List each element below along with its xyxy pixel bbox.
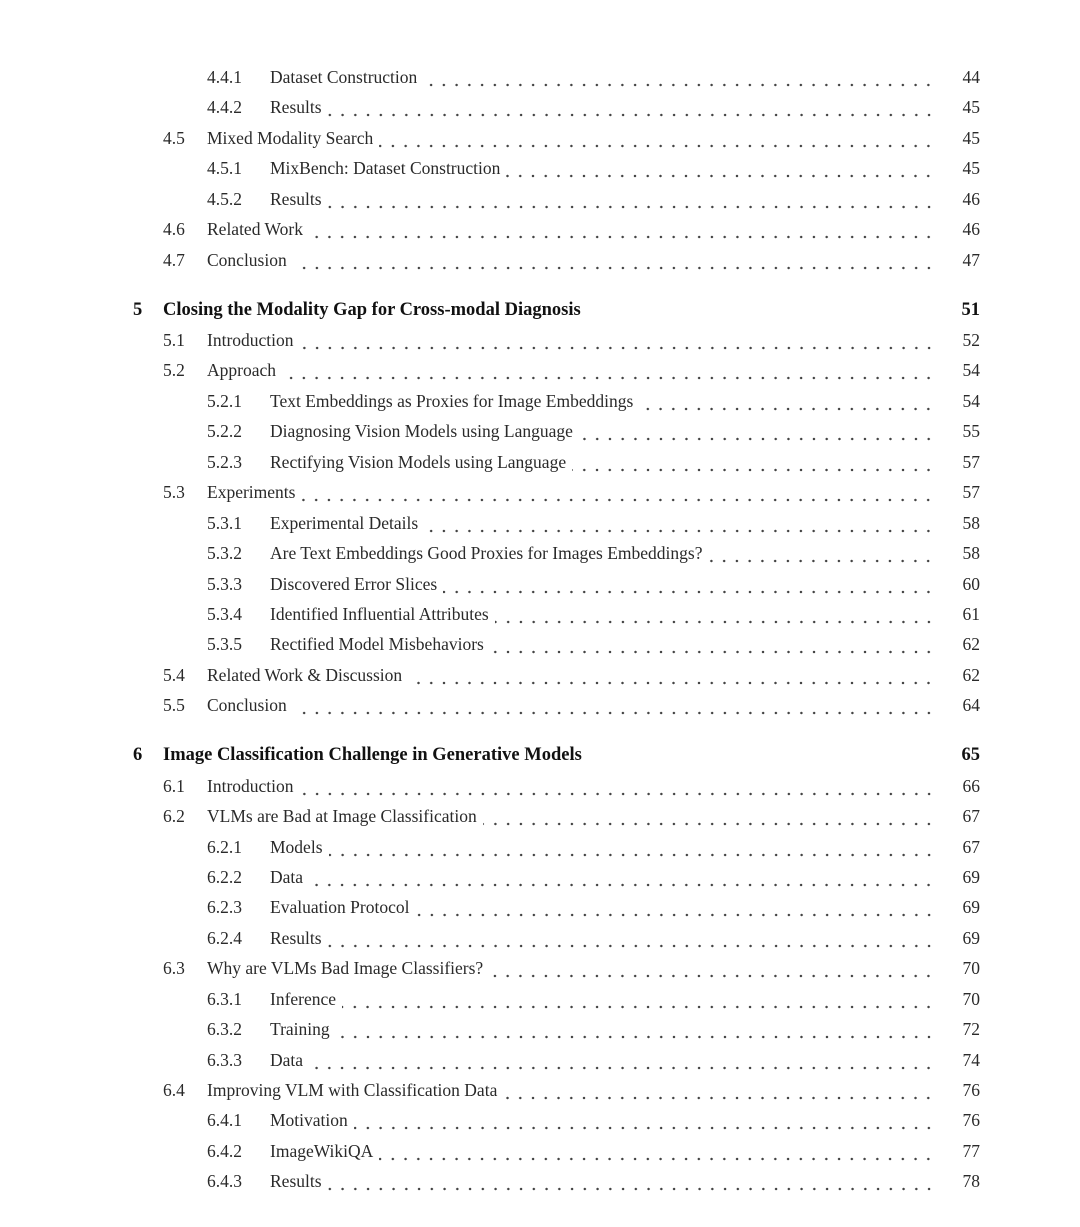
entry-number: 4.5.1 [207,158,242,179]
dot-leader [309,862,935,892]
entry-number: 6.4 [163,1080,185,1100]
dot-leader [443,569,935,599]
entry-number: 6.4.2 [207,1140,242,1161]
entry-title: Diagnosing Vision Models using Language [270,416,579,446]
entry-page-number: 45 [962,97,980,118]
toc-section-entry[interactable] [0,771,1080,801]
dot-leader [309,1045,935,1075]
toc-subsection-entry[interactable] [0,1014,1080,1044]
entry-page-number: 76 [962,1110,980,1131]
entry-page-number: 58 [962,543,980,564]
toc-subsection-entry[interactable] [0,386,1080,416]
entry-page-number: 46 [962,219,980,240]
entry-number: 6.3.3 [207,1049,242,1070]
dot-leader [293,245,935,275]
entry-title: Conclusion [207,245,293,275]
toc-subsection-entry[interactable] [0,1105,1080,1135]
dot-leader [336,1014,935,1044]
entry-title: Data [270,862,309,892]
entry-number: 6.2 [163,806,185,827]
toc-subsection-entry[interactable] [0,862,1080,892]
entry-number: 5.3.5 [207,634,242,655]
dot-leader [423,62,935,92]
entry-number: 6.1 [163,775,185,796]
toc-subsection-entry[interactable] [0,569,1080,599]
entry-number: 6.2.3 [207,897,242,918]
entry-title: Experiments [207,477,301,507]
toc-section-entry[interactable] [0,801,1080,831]
entry-title: Text Embeddings as Proxies for Image Embeddings [270,386,639,416]
entry-number: 4.4.2 [207,97,242,118]
toc-subsection-entry[interactable] [0,892,1080,922]
dot-leader [328,184,935,214]
entry-page-number: 58 [962,512,980,533]
dot-leader [483,801,935,831]
entry-number: 6.3 [163,958,185,979]
dot-leader [282,355,935,385]
toc-subsection-entry[interactable] [0,832,1080,862]
toc-section-entry[interactable] [0,690,1080,720]
entry-page-number: 69 [962,866,980,887]
entry-page-number: 57 [962,451,980,472]
entry-page-number: 47 [962,249,980,270]
toc-section-entry[interactable] [0,1075,1080,1105]
dot-leader [708,538,935,568]
entry-page-number: 45 [962,158,980,179]
entry-number: 5.2.1 [207,390,242,411]
entry-number: 4.5.2 [207,188,242,209]
entry-page-number: 60 [962,573,980,594]
entry-title: Dataset Construction [270,62,423,92]
entry-title: Introduction [207,771,300,801]
entry-number: 4.5 [163,127,185,148]
entry-number: 5.3 [163,482,185,503]
entry-title: Closing the Modality Gap for Cross-modal Diagnosis [163,295,587,325]
entry-title: Experimental Details [270,508,424,538]
entry-number: 5 [133,299,143,320]
dot-leader [342,984,935,1014]
dot-leader [572,447,935,477]
entry-page-number: 65 [961,745,980,766]
entry-page-number: 54 [962,390,980,411]
entry-number: 6.4.3 [207,1171,242,1192]
dot-leader [328,923,935,953]
entry-page-number: 62 [962,664,980,685]
entry-title: Why are VLMs Bad Image Classifiers? [207,953,489,983]
entry-page-number: 72 [962,1019,980,1040]
entry-number: 5.3.4 [207,603,242,624]
entry-title: Evaluation Protocol [270,892,416,922]
entry-title: Related Work [207,214,309,244]
entry-page-number: 44 [962,67,980,87]
toc-subsection-entry[interactable] [0,447,1080,477]
entry-title: Results [270,184,328,214]
entry-number: 5.2 [163,360,185,381]
entry-number: 5.2.3 [207,451,242,472]
entry-number: 6.2.2 [207,866,242,887]
entry-number: 5.4 [163,664,185,685]
entry-title: Are Text Embeddings Good Proxies for Images Embeddings? [270,538,708,568]
entry-title: Inference [270,984,342,1014]
entry-title: Improving VLM with Classification Data [207,1075,503,1105]
dot-leader [506,153,935,183]
entry-title: ImageWikiQA [270,1136,379,1166]
toc-subsection-entry[interactable] [0,629,1080,659]
entry-page-number: 62 [962,634,980,655]
dot-leader [293,690,935,720]
toc-section-entry[interactable] [0,660,1080,690]
entry-title: Results [270,92,328,122]
entry-page-number: 67 [962,806,980,827]
toc-subsection-entry[interactable] [0,416,1080,446]
toc-subsection-entry[interactable] [0,599,1080,629]
dot-leader [639,386,935,416]
entry-page-number: 64 [962,695,980,716]
toc-section-entry[interactable] [0,953,1080,983]
entry-title: VLMs are Bad at Image Classification [207,801,483,831]
dot-leader [416,892,936,922]
toc-section-entry[interactable] [0,325,1080,355]
entry-page-number: 74 [962,1049,980,1070]
entry-number: 6.2.4 [207,927,242,948]
dot-leader [424,508,935,538]
toc-subsection-entry[interactable] [0,538,1080,568]
dot-leader [329,832,936,862]
entry-page-number: 70 [962,958,980,979]
toc-section-entry[interactable] [0,245,1080,275]
entry-title: Rectifying Vision Models using Language [270,447,572,477]
toc-subsection-entry[interactable] [0,1136,1080,1166]
entry-page-number: 69 [962,927,980,948]
entry-number: 5.3.1 [207,512,242,533]
entry-title: MixBench: Dataset Construction [270,153,506,183]
entry-number: 5.2.2 [207,421,242,442]
entry-title: Models [270,832,329,862]
entry-title: Results [270,1166,328,1196]
toc-subsection-entry[interactable] [0,508,1080,538]
dot-leader [328,1166,935,1196]
entry-number: 6.4.1 [207,1110,242,1131]
dot-leader [495,599,935,629]
dot-leader [300,325,935,355]
entry-page-number: 61 [962,603,980,624]
toc-subsection-entry[interactable] [0,153,1080,183]
dot-leader [489,953,935,983]
toc-subsection-entry[interactable] [0,1045,1080,1075]
entry-title: Results [270,923,328,953]
entry-number: 5.1 [163,330,185,350]
toc-section-entry[interactable] [0,214,1080,244]
entry-number: 5.5 [163,695,185,716]
entry-page-number: 55 [962,421,980,442]
entry-page-number: 76 [962,1080,980,1100]
dot-leader [328,92,935,122]
dot-leader [379,1136,935,1166]
entry-page-number: 52 [962,330,980,350]
entry-page-number: 66 [962,775,980,796]
entry-title: Data [270,1045,309,1075]
entry-number: 6 [133,745,143,766]
entry-page-number: 46 [962,188,980,209]
dot-leader [354,1105,935,1135]
toc-subsection-entry[interactable] [0,923,1080,953]
toc-subsection-entry[interactable] [0,184,1080,214]
dot-leader [579,416,935,446]
entry-title: Approach [207,355,282,385]
entry-title: Related Work & Discussion [207,660,408,690]
entry-page-number: 51 [961,299,980,320]
entry-number: 6.2.1 [207,836,242,857]
toc-chapter-entry[interactable] [0,740,1080,770]
entry-number: 5.3.2 [207,543,242,564]
entry-title: Discovered Error Slices [270,569,443,599]
entry-title: Training [270,1014,336,1044]
toc-subsection-entry[interactable] [0,92,1080,122]
entry-title: Introduction [207,325,300,355]
entry-page-number: 67 [962,836,980,857]
entry-number: 4.7 [163,249,185,270]
entry-number: 4.6 [163,219,185,240]
entry-title: Motivation [270,1105,354,1135]
toc-subsection-entry[interactable] [0,62,1080,92]
dot-leader [309,214,935,244]
toc-section-entry[interactable] [0,123,1080,153]
toc-subsection-entry[interactable] [0,984,1080,1014]
dot-leader [301,477,935,507]
entry-page-number: 78 [962,1171,980,1192]
entry-number: 6.3.2 [207,1019,242,1040]
entry-title: Rectified Model Misbehaviors [270,629,490,659]
toc-subsection-entry[interactable] [0,1166,1080,1196]
entry-page-number: 45 [962,127,980,148]
table-of-contents [0,62,1080,1197]
dot-leader [300,771,935,801]
dot-leader [503,1075,935,1105]
entry-title: Conclusion [207,690,293,720]
entry-page-number: 57 [962,482,980,503]
dot-leader [379,123,935,153]
entry-title: Identified Influential Attributes [270,599,495,629]
entry-number: 6.3.1 [207,988,242,1009]
entry-number: 4.4.1 [207,67,242,87]
entry-number: 5.3.3 [207,573,242,594]
entry-page-number: 77 [962,1140,980,1161]
toc-section-entry[interactable] [0,477,1080,507]
entry-page-number: 69 [962,897,980,918]
dot-leader [490,629,935,659]
entry-title: Image Classification Challenge in Generative Models [163,740,588,770]
toc-section-entry[interactable] [0,355,1080,385]
entry-page-number: 54 [962,360,980,381]
toc-chapter-entry[interactable] [0,295,1080,325]
entry-page-number: 70 [962,988,980,1009]
dot-leader [408,660,935,690]
entry-title: Mixed Modality Search [207,123,379,153]
